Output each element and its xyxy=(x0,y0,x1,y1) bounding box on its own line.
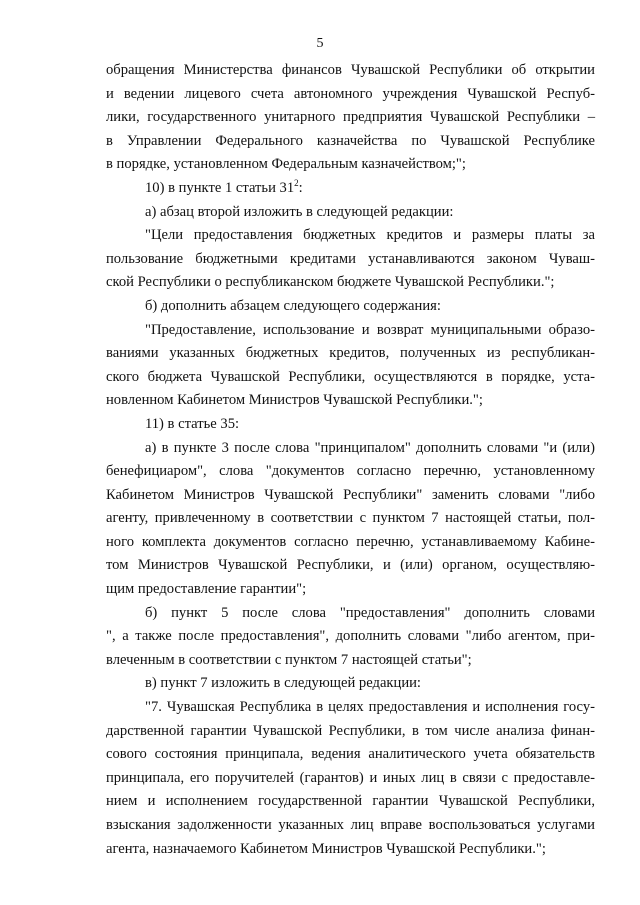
text-line xyxy=(106,59,595,83)
text-line xyxy=(106,767,595,791)
text-line xyxy=(106,224,595,248)
text-line xyxy=(106,484,595,508)
text-line-content: б) дополнить абзацем следующего содержания: xyxy=(145,297,441,314)
text-line-content: щим предоставление гарантии"; xyxy=(106,581,307,598)
text-line xyxy=(106,177,595,201)
text-line-content: ного комплекта документов согласно перечню, устанавливаемому Кабине- xyxy=(106,533,595,550)
text-line xyxy=(106,507,595,531)
text-line xyxy=(106,342,595,366)
text-line xyxy=(106,106,595,130)
text-line-content: в) пункт 7 изложить в следующей редакции: xyxy=(145,675,421,692)
text-line xyxy=(106,248,595,272)
text-line-content: влеченным в соответствии с пунктом 7 настоящей статьи"; xyxy=(106,651,472,668)
text-line xyxy=(106,366,595,390)
text-line xyxy=(106,389,595,413)
text-line xyxy=(106,649,595,673)
text-line-content: в Управлении Федерального казначейства по Чувашской Республике xyxy=(106,132,595,149)
text-line-content: новленном Кабинетом Министров Чувашской Республики."; xyxy=(106,392,483,409)
text-line-content: обращения Министерства финансов Чувашской Республики об открытии xyxy=(106,62,595,78)
text-line xyxy=(106,413,595,437)
text-line-suffix: : xyxy=(298,179,303,196)
superscript: 2 xyxy=(294,177,299,188)
document-body xyxy=(106,59,595,861)
text-line xyxy=(106,460,595,484)
text-line xyxy=(106,83,595,107)
text-line-content: в порядке, установленном Федеральным казначейством;"; xyxy=(106,156,466,173)
text-line-content: нием и исполнением государственной гарантии Чувашской Республики, xyxy=(106,793,595,810)
text-line xyxy=(106,295,595,319)
text-line-content: агента, назначаемого Кабинетом Министров Чувашской Республики."; xyxy=(106,840,546,857)
text-line xyxy=(106,271,595,295)
text-line xyxy=(106,130,595,154)
text-line-content: 11) в статье 35: xyxy=(145,415,240,432)
text-line xyxy=(106,153,595,177)
text-line xyxy=(106,625,595,649)
text-line xyxy=(106,790,595,814)
text-line-content: сового состояния принципала, ведения аналитического учета обязательств xyxy=(106,746,595,763)
text-line-content: ваниями указанных бюджетных кредитов, полученных из республикан- xyxy=(106,345,595,362)
page-number: 5 xyxy=(316,36,324,51)
text-line xyxy=(106,838,595,862)
text-line-content: дарственной гарантии Чувашской Республики, в том числе анализа финан- xyxy=(106,722,595,739)
text-line xyxy=(106,696,595,720)
text-line xyxy=(106,743,595,767)
text-line xyxy=(106,201,595,225)
text-line-content: ", а также после предоставления", дополнить словами "либо агентом, при- xyxy=(106,628,595,645)
text-line-content: 10) в пункте 1 статьи 31 xyxy=(145,179,295,196)
text-line xyxy=(106,554,595,578)
text-line xyxy=(106,437,595,461)
text-line xyxy=(106,531,595,555)
text-line-content: бенефициаром", слова "документов согласно перечню, установленному xyxy=(106,463,595,480)
text-line-content: агенту, привлеченному в соответствии с пунктом 7 настоящей статьи, пол- xyxy=(106,510,595,527)
text-line-content: а) в пункте 3 после слова "принципалом" дополнить словами "и (или) xyxy=(145,439,595,456)
text-line-content: "Предоставление, использование и возврат муниципальными образо- xyxy=(145,321,595,338)
text-line-content: ской Республики о республиканском бюджете Чувашской Республики."; xyxy=(106,274,555,291)
text-line-content: а) абзац второй изложить в следующей редакции: xyxy=(145,203,454,220)
text-line-content: пользование бюджетными кредитами устанавливаются законом Чуваш- xyxy=(106,250,595,267)
text-line xyxy=(106,602,595,626)
text-line-content: принципала, его поручителей (гарантов) и иных лиц в связи с предоставле- xyxy=(106,769,595,786)
text-line xyxy=(106,578,595,602)
text-line-content: Кабинетом Министров Чувашской Республики" заменить словами "либо xyxy=(106,486,595,503)
text-line xyxy=(106,720,595,744)
text-line xyxy=(106,814,595,838)
text-line xyxy=(106,672,595,696)
text-line-content: "Цели предоставления бюджетных кредитов и размеры платы за xyxy=(145,227,595,244)
text-line-content: и ведении лицевого счета автономного учреждения Чувашской Респуб- xyxy=(106,85,595,102)
text-line-content: лики, государственного унитарного предприятия Чувашской Республики – xyxy=(106,109,595,126)
text-line xyxy=(106,319,595,343)
text-line-content: ского бюджета Чувашской Республики, осуществляются в порядке, уста- xyxy=(106,368,595,385)
text-line-content: взыскания задолженности указанных лиц вправе воспользоваться услугами xyxy=(106,817,595,833)
text-line-content: том Министров Чувашской Республики, и (или) органом, осуществляю- xyxy=(106,557,595,574)
text-line-content: б) пункт 5 после слова "предоставления" дополнить словами xyxy=(145,604,595,621)
text-line-content: "7. Чувашская Республика в целях предоставления и исполнения госу- xyxy=(145,699,595,716)
